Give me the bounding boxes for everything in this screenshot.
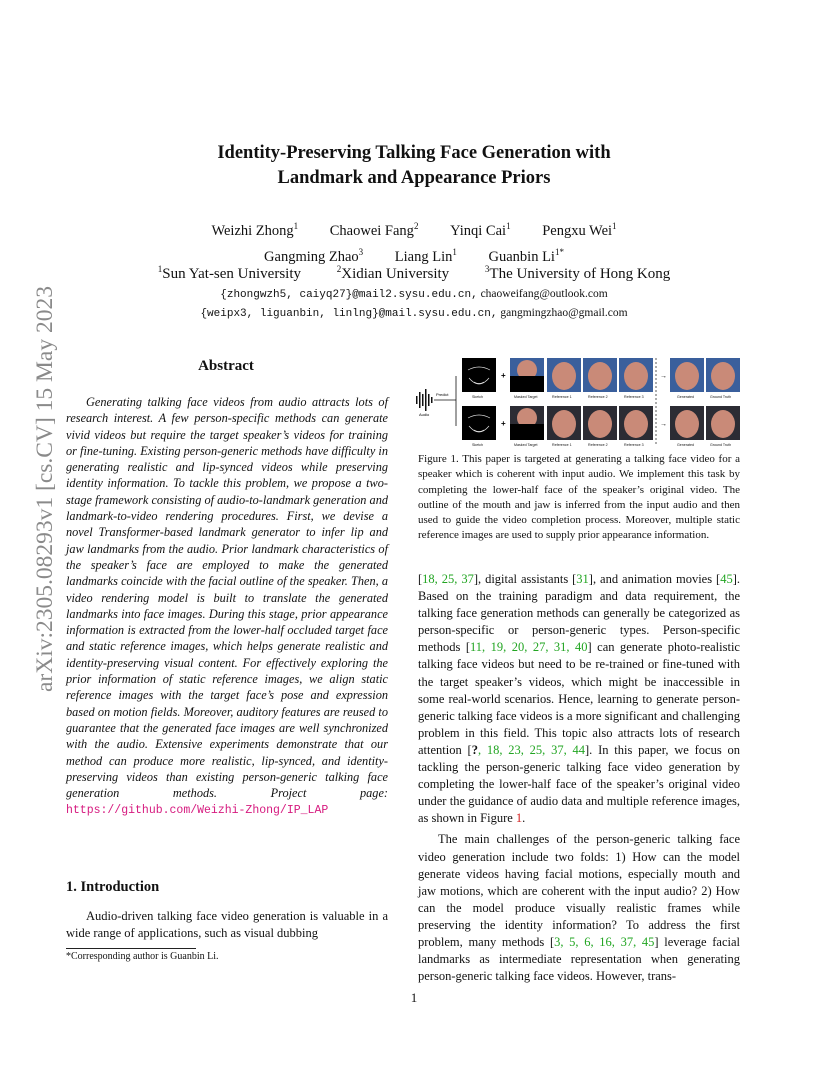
svg-text:Reference 1: Reference 1: [552, 395, 572, 399]
author: Yinqi Cai$^1$: [450, 221, 511, 239]
paragraph: [18, 25, 37], digital assistants [31], and animation movies [45]. Based on the training paradigm and data requirement, the talking face generation methods can generally be categorized as person-specific or person-generic types. Person-specific methods [11, 19, 20, 27, 31, 40] can generate photo-realistic talking face videos but need to be re-trained or fine-tuned with the target speaker’s videos, which might be inaccessible in some real-world scenarios. Hence, learning to generate person-generic talking face videos is a more significant and challenging problem in this field. This topic also attracts lots of research attention [?, 18, 23, 25, 37, 44]. In this paper, we focus on tackling the person-generic talking face video generation by completing the lower-half face of the speaker’s original video under the guidance of audio data and multiple reference images, as shown in Figure 1.: [418, 572, 741, 826]
author: Chaowei Fang$^2$: [329, 221, 419, 239]
email-line-2: {weipx3, liguanbin, linlng}@mail.sysu.edu.cn, gangmingzhao@gmail.com: [200, 307, 628, 320]
email-line-1: {zhongwzh5, caiyq27}@mail2.sysu.edu.cn, chaoweifang@outlook.com: [220, 288, 608, 301]
audio-label: Audio: [419, 412, 430, 417]
paper-title: [150, 141, 678, 191]
title-line-2: Landmark and Appearance Priors: [277, 168, 551, 188]
author: Pengxu Wei$^1$: [542, 221, 617, 239]
affiliation: $^3$The University of Hong Kong: [484, 264, 671, 282]
svg-text:Generated: Generated: [677, 395, 694, 399]
svg-text:Sketch: Sketch: [472, 395, 483, 399]
abstract-body: [66, 394, 388, 820]
svg-text:→: →: [660, 373, 667, 380]
affiliation: $^1$Sun Yat-sen University: [157, 264, 302, 282]
right-column-body: [418, 571, 740, 985]
figure-ref-link[interactable]: 1: [515, 811, 523, 826]
citation-link[interactable]: 45: [720, 572, 733, 586]
title-line-1: Identity-Preserving Talking Face Generation with: [217, 143, 611, 163]
section-heading: 1. Introduction: [66, 879, 160, 895]
svg-text:Masked Target: Masked Target: [514, 443, 538, 447]
figure-row-2: [462, 406, 740, 447]
footnote-rule: [66, 948, 196, 949]
footnote: *Corresponding author is Guanbin Li.: [66, 951, 219, 962]
svg-text:Reference 3: Reference 3: [624, 443, 644, 447]
citation-link[interactable]: 31: [576, 572, 589, 586]
project-link[interactable]: https://github.com/Weizhi-Zhong/IP_LAP: [66, 804, 329, 818]
citation-link[interactable]: 3, 5, 6, 16, 37, 45: [554, 934, 655, 949]
arxiv-stamp-text: arXiv:2305.08293v1 [cs.CV] 15 May 2023: [32, 286, 58, 692]
svg-text:Ground Truth: Ground Truth: [710, 443, 732, 447]
svg-text:→: →: [660, 421, 667, 428]
svg-text:Reference 2: Reference 2: [588, 443, 608, 447]
figure-caption: Figure 1. This paper is targeted at generating a talking face video for a speaker which is coherent with input audio. We implement this task by completing the lower-half face of the speaker’s original video. The outline of the mouth and jaw is inferred from the input audio and then used to guide the video completion process. Moreover, multiple static reference images are used to supply prior appearance information.: [418, 453, 740, 542]
citation-link[interactable]: 18, 25, 37: [422, 572, 474, 586]
intro-text: Audio-driven talking face video generation is valuable in a wide range of applications, such as visual dubbing: [66, 909, 388, 940]
affiliations: [110, 264, 718, 283]
author: Gangming Zhao$^3$: [264, 246, 364, 265]
svg-text:+: +: [501, 371, 506, 380]
arxiv-stamp: [22, 280, 62, 700]
author: Guanbin $Li^{1*}$: [488, 246, 564, 265]
svg-text:Ground Truth: Ground Truth: [710, 395, 732, 399]
sketch-thumb: [462, 358, 496, 392]
figure-1: [414, 356, 740, 452]
citation-link[interactable]: , 18, 23, 25, 37, 44: [477, 742, 585, 757]
intro-paragraph: [66, 908, 388, 942]
author-list: [110, 216, 718, 268]
svg-text:Generated: Generated: [677, 443, 694, 447]
svg-text:Reference 1: Reference 1: [552, 443, 572, 447]
svg-text:Reference 2: Reference 2: [588, 395, 608, 399]
svg-text:Sketch: Sketch: [472, 443, 483, 447]
abstract-heading: Abstract: [198, 358, 254, 374]
predict-label: Predict: [436, 392, 449, 397]
paragraph: The main challenges of the person-generic talking face video generation include two folds: 1) How can the model generate videos having facial motions, especially mouth and jaw motions, which are coherent with the input audio? 2) How can the model produce visually realistic frames while preserving the identity information? To address the first problem, many methods [3, 5, 6, 16, 37, 45] leverage facial landmarks as intermediate representation when generating person-generic talking face videos. However, trans-: [418, 832, 741, 984]
affiliation: $^2$Xidian University: [336, 264, 450, 282]
abstract-text: Generating talking face videos from audio attracts lots of research interest. A few person-specific methods can generate vivid videos but require the target speaker’s videos for training or fine-tuning. Existing person-generic methods have difficulty in generating realistic and lip-synced videos while preserving identity information. To tackle this problem, we propose a two-stage framework consisting of audio-to-landmark generation and landmark-to-video rendering procedures. First, we devise a novel Transformer-based landmark generator to infer lip and jaw landmarks from the audio. Prior landmark characteristics of the speaker’s face are employed to make the generated landmarks coincide with the facial outline of the speaker. Then, a video rendering model is built to translate the generated landmarks into face images. During this stage, prior appearance information is extracted from the lower-half occluded target face and static reference images, which helps generate realistic and identity-preserving visual content. For effectively exploring the prior information of static reference images, we align static reference images with the target face’s pose and expression based on motion fields. Moreover, auditory features are reused to guarantee that the generated face images are well synchronized with the audio. Extensive experiments demonstrate that our method can produce more realistic, lip-synced, and identity-preserving videos than existing person-generic talking face generation methods. Project page:: [66, 395, 388, 801]
author: Liang Lin$^1$: [394, 246, 457, 265]
sketch-thumb: [462, 406, 496, 440]
svg-text:Masked Target: Masked Target: [514, 395, 538, 399]
page-number: 1: [410, 990, 418, 1005]
citation-link[interactable]: 11, 19, 20, 27, 31, 40: [470, 640, 588, 655]
audio-waveform-icon: [416, 389, 433, 411]
author: Weizhi Zhong$^1$: [211, 221, 299, 239]
svg-text:Reference 3: Reference 3: [624, 395, 644, 399]
svg-text:+: +: [501, 419, 506, 428]
